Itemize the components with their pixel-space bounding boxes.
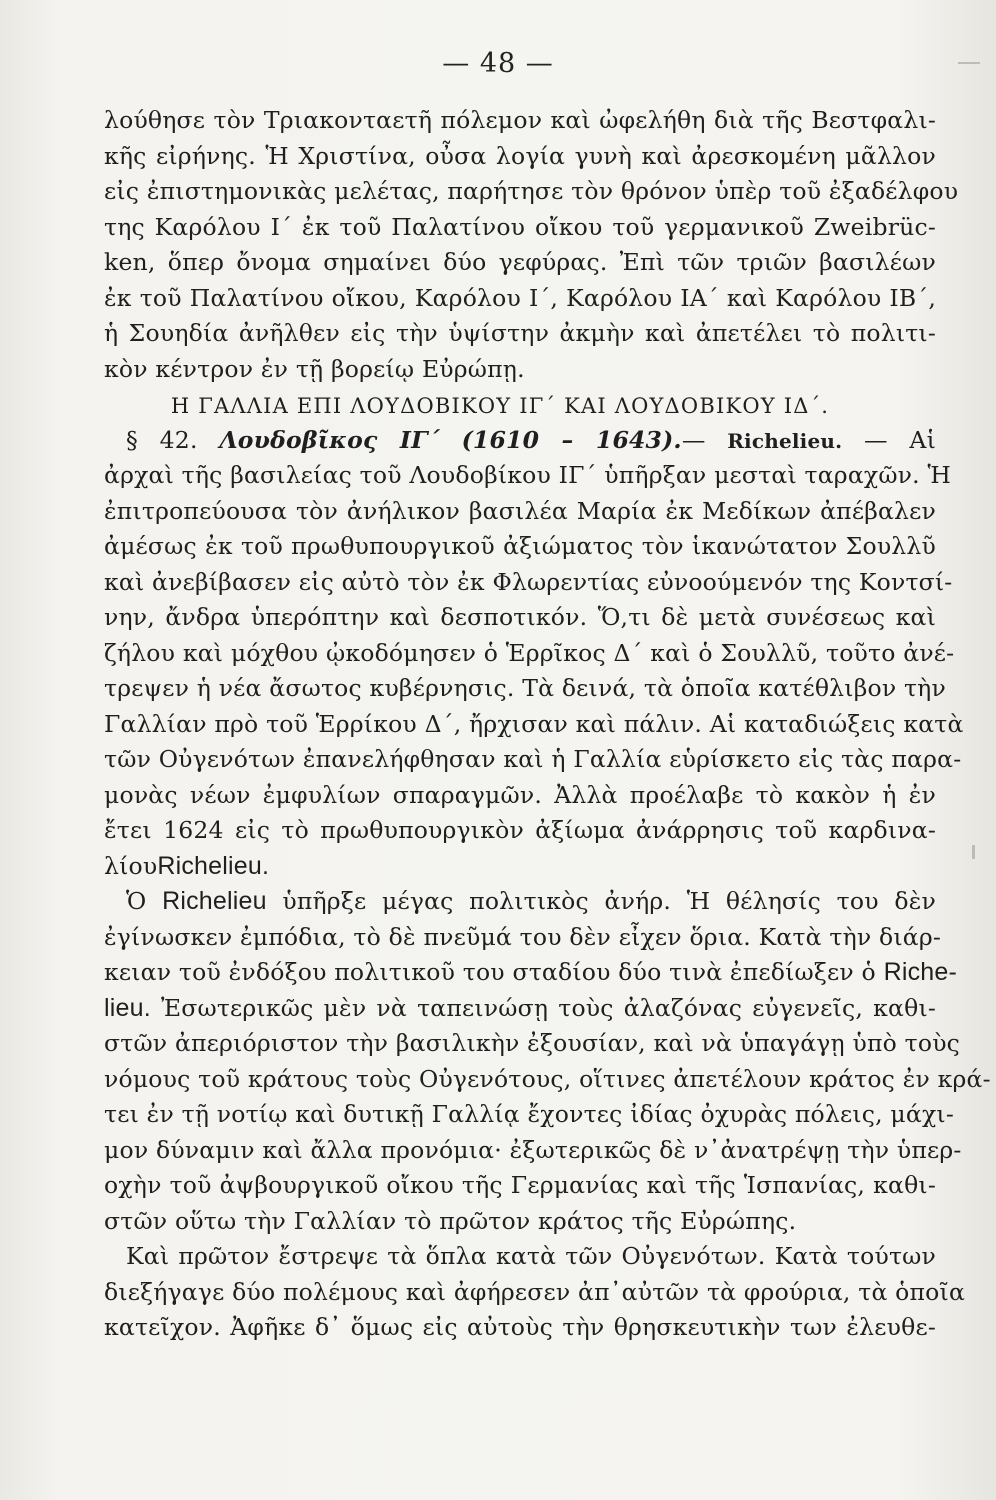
richelieu-name: Riche- (883, 958, 958, 986)
text-line: κατεῖχον. Ἀφῆκε δ᾽ ὅμως εἰς αὐτοὺς τὴν θρησκευτικὴν των ἐλευθε- (104, 1313, 936, 1341)
text-line: ἐγίνωσκεν ἐμπόδια, τὸ δὲ πνεῦμά του δὲν εἶχεν ὅρια. Κατὰ τὴν διάρ- (104, 922, 942, 951)
text-line: οχὴν τοῦ ἀψβουργικοῦ οἴκου τῆς Γερμανίας καὶ τῆς Ἱσπανίας, καθι- (104, 1171, 936, 1199)
section-name: Richelieu. (727, 428, 843, 453)
section-dash: — (681, 425, 706, 454)
text-line: ἐπιτροπεύουσα τὸν ἀνήλικον βασιλέα Μαρία ἐκ Μεδίκων ἀπέβαλεν (104, 496, 936, 525)
text-line: Γαλλίαν πρὸ τοῦ Ἑρρίκου Δ΄, ἤρχισαν καὶ πάλιν. Αἱ καταδιώξεις κατὰ (104, 709, 964, 738)
text-line (104, 955, 958, 991)
section-title: Λουδοβῖκος ΙΓ΄ (219, 425, 440, 454)
text-line (104, 991, 936, 1027)
section-after: — Αἱ (864, 425, 936, 454)
richelieu-name: Richelieu (162, 887, 267, 915)
text-line: ἀρχαὶ τῆς βασιλείας τοῦ Λουδοβίκου ΙΓ΄ ὑπῆρξαν μεσταὶ ταραχῶν. Ἡ (104, 461, 952, 489)
scan-artifact (958, 62, 980, 64)
text-fragment: Ὁ (126, 887, 147, 915)
scan-artifact (972, 845, 975, 859)
text-line: λούθησε τὸν Τριακονταετῆ πόλεμον καὶ ὠφελήθη διὰ τῆς Βεστφαλι- (104, 106, 936, 134)
text-line: ἐκ τοῦ Παλατίνου οἴκου, Καρόλου Ι΄, Καρόλου ΙΑ΄ καὶ Καρόλου ΙΒ΄, (104, 283, 936, 312)
text-line: τῶν Οὐγενότων ἐπανελήφθησαν καὶ ἡ Γαλλία εὑρίσκετο εἰς τὰς παρα- (104, 745, 962, 773)
text-line: μον δύναμιν καὶ ἄλλα προνόμια· ἐξωτερικῶς δὲ ν᾽ἀνατρέψῃ τὴν ὑπερ- (104, 1135, 962, 1164)
section-heading: Η ΓΑΛΛΙΑ ΕΠΙ ΛΟΥΔΟΒΙΚΟΥ ΙΓ΄ ΚΑΙ ΛΟΥΔΟΒΙΚΟΥ ΙΔ΄. (170, 394, 830, 418)
text-fragment: ὑπῆρξε μέγας πολιτικὸς ἀνήρ. Ἡ θέλησίς του δὲν (282, 887, 937, 915)
text-line: ζήλου καὶ μόχθου ᾠκοδόμησεν ὁ Ἑρρῖκος Δ΄ καὶ ὁ Σουλλῦ, τοῦτο ἀνέ- (104, 638, 955, 667)
text-line: μονὰς νέων ἐμφυλίων σπαραγμῶν. Ἀλλὰ προέλαβε τὸ κακὸν ἡ ἐν (104, 780, 936, 809)
text-line: της Καρόλου Ι΄ ἐκ τοῦ Παλατίνου οἴκου τοῦ γερμανικοῦ Zweibrüc- (104, 212, 936, 241)
text-line: τει ἐν τῇ νοτίῳ καὶ δυτικῇ Γαλλίᾳ ἔχοντες ἰδίας ὀχυρὰς πόλεις, μάχι- (104, 1100, 954, 1128)
text-fragment: λίου (104, 851, 158, 880)
section-dates: (1610 – 1643). (461, 425, 682, 454)
text-line: νην, ἄνδρα ὑπερόπτην καὶ δεσποτικόν. Ὅ,τι δὲ μετὰ συνέσεως καὶ (104, 603, 936, 631)
text-line: ἡ Σουηδία ἀνῆλθεν εἰς τὴν ὑψίστην ἀκμὴν καὶ ἀπετέλει τὸ πολιτι- (104, 319, 936, 347)
text-line: Καὶ πρῶτον ἔστρεψε τὰ ὅπλα κατὰ τῶν Οὐγενότων. Κατὰ τούτων (126, 1242, 936, 1270)
text-line: ἀμέσως ἐκ τοῦ πρωθυπουργικοῦ ἀξιώματος τὸν ἱκανώτατον Σουλλῦ (104, 532, 936, 560)
text-line (104, 884, 936, 920)
text-line (104, 849, 936, 885)
text-line: κῆς εἰρήνης. Ἡ Χριστίνα, οὖσα λογία γυνὴ καὶ ἀρεσκομένη μᾶλλον (104, 141, 936, 170)
text-line: στῶν οὕτω τὴν Γαλλίαν τὸ πρῶτον κράτος τῆς Εὐρώπης. (104, 1206, 797, 1235)
text-fragment: κειαν τοῦ ἐνδόξου πολιτικοῦ του σταδίου δύο τινὰ ἐπεδίωξεν ὁ (104, 958, 876, 986)
page-number: — 48 — (442, 48, 554, 79)
text-fragment: Ἐσωτερικῶς μὲν νὰ ταπεινώσῃ τοὺς ἀλαζόνας εὐγενεῖς, καθι- (160, 993, 937, 1022)
text-line: ἔτει 1624 εἰς τὸ πρωθυπουργικὸν ἀξίωμα ἀνάρρησις τοῦ καρδινα- (104, 816, 936, 844)
text-line: ken, ὅπερ ὄνομα σημαίνει δύο γεφύρας. Ἐπὶ τῶν τριῶν βασιλέων (104, 248, 936, 276)
body-text (104, 103, 991, 1346)
section-number: § 42. (126, 425, 198, 454)
text-line: στῶν ἀπεριόριστον τὴν βασιλικὴν ἐξουσίαν, καὶ νὰ ὑπαγάγῃ ὑπὸ τοὺς (104, 1029, 961, 1057)
text-line: διεξήγαγε δύο πολέμους καὶ ἀφήρεσεν ἀπ᾽αὐτῶν τὰ φρούρια, τὰ ὁποῖα (104, 1277, 966, 1306)
section-title-line (104, 423, 936, 459)
text-line: νόμους τοῦ κράτους τοὺς Οὐγενότους, οἵτινες ἀπετέλουν κράτος ἐν κρά- (104, 1064, 991, 1093)
richelieu-name: lieu. (104, 993, 151, 1022)
richelieu-name: Richelieu. (157, 851, 270, 880)
text-line: κὸν κέντρον ἐν τῇ βορείῳ Εὐρώπῃ. (104, 354, 525, 383)
text-line: τρεψεν ἡ νέα ἄσωτος κυβέρνησις. Τὰ δεινά, τὰ ὁποῖα κατέθλιβον τὴν (104, 674, 946, 702)
text-line: εἰς ἐπιστημονικὰς μελέτας, παρήτησε τὸν θρόνον ὑπὲρ τοῦ ἐξαδέλφου (104, 177, 959, 205)
text-line: καὶ ἀνεβίβασεν εἰς αὐτὸ τὸν ἐκ Φλωρεντίας εὐνοούμενόν της Κοντσί- (104, 567, 953, 596)
